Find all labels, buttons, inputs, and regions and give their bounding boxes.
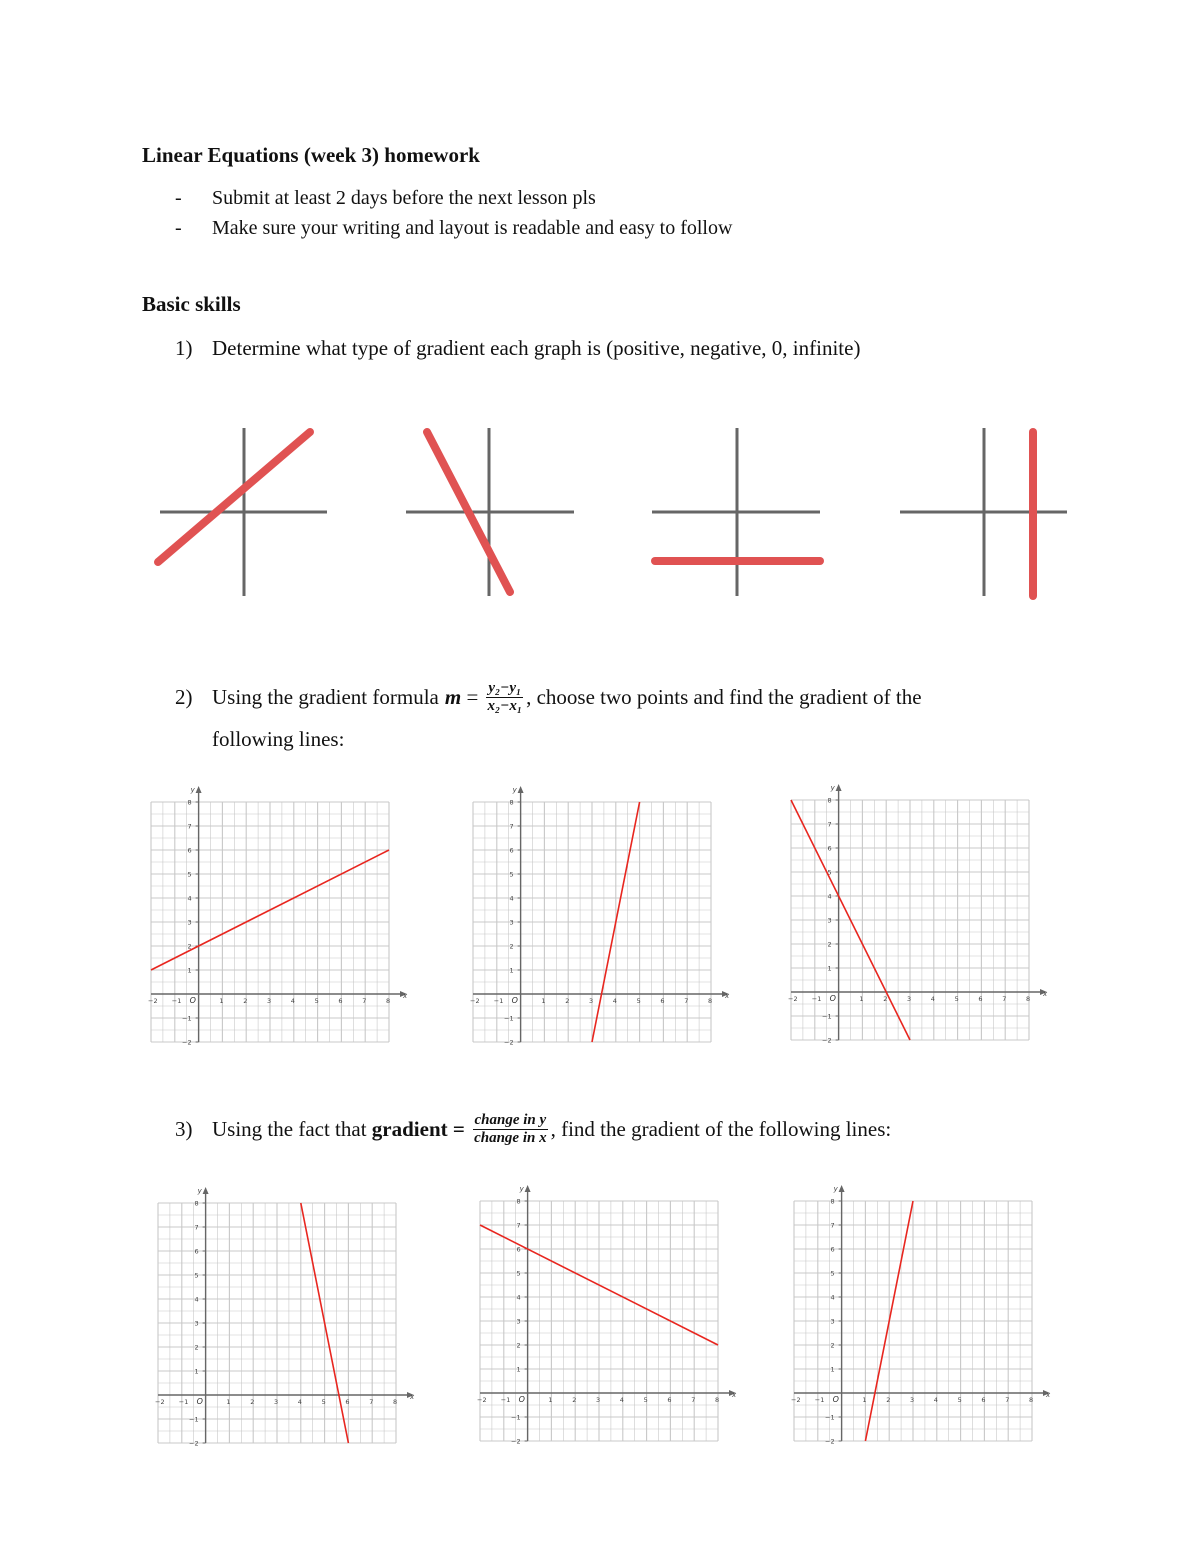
y-tick-label: 5: [509, 870, 514, 879]
y-tick-label: −2: [504, 1038, 514, 1047]
question-text-cont: , find the gradient of the following lines:: [550, 1117, 892, 1141]
y-tick-label: −1: [189, 1415, 199, 1424]
x-tick-label: 1: [548, 1396, 553, 1404]
question-1: [175, 336, 860, 361]
y-tick-label: 4: [509, 894, 514, 903]
y-tick-label: 6: [194, 1247, 199, 1256]
y-tick-label: 6: [187, 846, 192, 855]
y-axis-arrow: [196, 786, 202, 793]
x-tick-label: 6: [978, 995, 983, 1003]
x-axis-label: x: [1046, 1391, 1051, 1399]
x-tick-label: −1: [493, 997, 504, 1005]
formula-denominator: x₂−x₁: [487, 698, 523, 714]
x-tick-label: −1: [171, 997, 182, 1005]
question-number: 1): [175, 336, 193, 360]
y-tick-label: −2: [511, 1437, 521, 1446]
x-tick-label: 2: [250, 1398, 255, 1406]
x-tick-label: −2: [791, 1396, 801, 1404]
x-tick-label: 2: [243, 997, 248, 1005]
x-axis-label: x: [725, 992, 730, 1000]
x-tick-label: 7: [362, 997, 367, 1005]
y-tick-label: −1: [182, 1014, 192, 1023]
y-tick-label: −2: [825, 1437, 835, 1446]
x-tick-label: 6: [660, 997, 665, 1005]
y-tick-label: 5: [830, 1269, 835, 1278]
y-tick-label: 3: [830, 1317, 835, 1326]
x-tick-label: −1: [811, 995, 822, 1003]
y-tick-label: 8: [830, 1197, 835, 1206]
x-tick-label: 3: [589, 997, 594, 1005]
x-tick-label: 6: [338, 997, 343, 1005]
instruction-text: Submit at least 2 days before the next lesson pls: [212, 187, 596, 209]
x-tick-label: 7: [1005, 1396, 1010, 1404]
fraction-numerator: change in y: [474, 1112, 547, 1128]
y-tick-label: 7: [509, 822, 514, 831]
y-tick-label: 7: [187, 822, 192, 831]
x-tick-label: 3: [907, 995, 912, 1003]
x-tick-label: 5: [636, 997, 641, 1005]
y-tick-label: 3: [187, 918, 192, 927]
x-tick-label: −1: [178, 1398, 189, 1406]
y-tick-label: 4: [830, 1293, 835, 1302]
instruction-item: [175, 187, 596, 210]
y-tick-label: 3: [827, 916, 832, 925]
x-tick-label: 8: [715, 1396, 720, 1404]
y-tick-label: 4: [194, 1295, 199, 1304]
fraction-denominator: change in x: [474, 1130, 547, 1146]
x-tick-label: 1: [541, 997, 546, 1005]
bullet-dash: -: [175, 187, 182, 209]
sketch-line: [158, 432, 310, 562]
grid-chart-6: [786, 1181, 1051, 1451]
y-tick-label: 6: [509, 846, 514, 855]
x-tick-label: 5: [957, 1396, 962, 1404]
sketch-negative: [406, 428, 574, 596]
y-axis-arrow: [836, 784, 842, 791]
grid-chart-5: [472, 1181, 737, 1451]
x-tick-label: 8: [708, 997, 713, 1005]
x-tick-label: 2: [883, 995, 888, 1003]
gradient-fraction: [472, 1112, 549, 1147]
x-tick-label: −2: [788, 995, 798, 1003]
x-axis-label: x: [410, 1393, 415, 1401]
y-tick-label: 1: [187, 966, 192, 975]
origin-label: O: [511, 996, 518, 1005]
y-tick-label: 2: [187, 942, 192, 951]
x-tick-label: 6: [981, 1396, 986, 1404]
question-text-line2: following lines:: [212, 727, 345, 751]
origin-label: O: [832, 1395, 839, 1404]
x-tick-label: 3: [596, 1396, 601, 1404]
x-tick-label: 1: [219, 997, 224, 1005]
y-tick-label: −1: [511, 1413, 521, 1422]
y-tick-label: −1: [504, 1014, 514, 1023]
gradient-variable: m: [444, 685, 462, 709]
x-tick-label: 8: [1029, 1396, 1034, 1404]
y-tick-label: 1: [827, 964, 832, 973]
x-tick-label: 7: [369, 1398, 374, 1406]
y-tick-label: −1: [825, 1413, 835, 1422]
y-axis-label: y: [190, 786, 195, 794]
x-tick-label: 6: [345, 1398, 350, 1406]
x-tick-label: 8: [393, 1398, 398, 1406]
x-axis-label: x: [403, 992, 408, 1000]
x-tick-label: −2: [477, 1396, 487, 1404]
y-tick-label: 1: [516, 1365, 521, 1374]
y-tick-label: −2: [182, 1038, 192, 1047]
y-tick-label: 8: [194, 1199, 199, 1208]
y-axis-label: y: [833, 1185, 838, 1193]
x-tick-label: 5: [321, 1398, 326, 1406]
y-tick-label: 4: [187, 894, 192, 903]
x-tick-label: −1: [500, 1396, 511, 1404]
y-axis-arrow: [203, 1187, 209, 1194]
y-tick-label: 8: [516, 1197, 521, 1206]
x-tick-label: 1: [862, 1396, 867, 1404]
y-tick-label: 3: [194, 1319, 199, 1328]
y-tick-label: 5: [516, 1269, 521, 1278]
y-axis-label: y: [197, 1187, 202, 1195]
question-text: Using the gradient formula: [212, 685, 439, 709]
x-tick-label: 4: [933, 1396, 938, 1404]
x-tick-label: 2: [886, 1396, 891, 1404]
x-tick-label: 7: [691, 1396, 696, 1404]
question-text-cont: , choose two points and find the gradient of the: [526, 685, 922, 709]
question-2: [175, 680, 922, 715]
y-axis-label: y: [519, 1185, 524, 1193]
instruction-text: Make sure your writing and layout is readable and easy to follow: [212, 217, 733, 239]
y-tick-label: 8: [827, 796, 832, 805]
origin-label: O: [829, 994, 836, 1003]
y-tick-label: 7: [830, 1221, 835, 1230]
origin-label: O: [518, 1395, 525, 1404]
gradient-sketches: [150, 420, 1080, 605]
x-tick-label: 3: [910, 1396, 915, 1404]
x-tick-label: 7: [1002, 995, 1007, 1003]
bullet-dash: -: [175, 217, 182, 239]
y-tick-label: 4: [516, 1293, 521, 1302]
x-tick-label: 1: [226, 1398, 231, 1406]
y-tick-label: 1: [509, 966, 514, 975]
x-tick-label: 5: [954, 995, 959, 1003]
x-tick-label: −2: [155, 1398, 165, 1406]
grid-chart-3: [783, 780, 1048, 1050]
y-tick-label: 2: [516, 1341, 521, 1350]
instruction-item: [175, 217, 732, 240]
y-tick-label: 6: [516, 1245, 521, 1254]
x-tick-label: 4: [612, 997, 617, 1005]
x-tick-label: 1: [859, 995, 864, 1003]
gradient-formula: [486, 680, 525, 715]
formula-numerator: y₂−y₁: [488, 680, 522, 696]
sketch-positive: [158, 428, 327, 596]
page-title: Linear Equations (week 3) homework: [142, 143, 480, 167]
x-axis-label: x: [1043, 990, 1048, 998]
y-axis-arrow: [518, 786, 524, 793]
y-tick-label: −2: [822, 1036, 832, 1045]
question-number: 3): [175, 1117, 193, 1141]
y-tick-label: 5: [827, 868, 832, 877]
gradient-label: gradient =: [371, 1117, 471, 1141]
sketch-zero: [652, 428, 820, 596]
y-tick-label: 2: [827, 940, 832, 949]
y-axis-arrow: [525, 1185, 531, 1192]
x-tick-label: 4: [297, 1398, 302, 1406]
y-tick-label: 5: [187, 870, 192, 879]
y-axis-label: y: [512, 786, 517, 794]
y-tick-label: 4: [827, 892, 832, 901]
x-tick-label: 3: [267, 997, 272, 1005]
y-axis-arrow: [839, 1185, 845, 1192]
section-heading: Basic skills: [142, 292, 241, 316]
question-text: Determine what type of gradient each graph is (positive, negative, 0, infinite): [212, 336, 861, 360]
x-tick-label: 8: [1026, 995, 1031, 1003]
sketch-infinite: [900, 428, 1067, 596]
x-tick-label: 5: [643, 1396, 648, 1404]
y-tick-label: 6: [827, 844, 832, 853]
y-tick-label: 6: [830, 1245, 835, 1254]
y-tick-label: 3: [516, 1317, 521, 1326]
y-tick-label: 2: [509, 942, 514, 951]
y-tick-label: 7: [194, 1223, 199, 1232]
equals-sign: =: [461, 685, 484, 709]
x-tick-label: −1: [814, 1396, 825, 1404]
y-axis-label: y: [830, 784, 835, 792]
y-tick-label: −1: [822, 1012, 832, 1021]
y-tick-label: 3: [509, 918, 514, 927]
origin-label: O: [189, 996, 196, 1005]
x-tick-label: 2: [565, 997, 570, 1005]
x-axis-label: x: [732, 1391, 737, 1399]
x-tick-label: 7: [684, 997, 689, 1005]
x-tick-label: 8: [386, 997, 391, 1005]
y-tick-label: 2: [194, 1343, 199, 1352]
y-tick-label: 5: [194, 1271, 199, 1280]
x-tick-label: 2: [572, 1396, 577, 1404]
grid-chart-1: [143, 782, 408, 1052]
question-number: 2): [175, 685, 193, 709]
x-tick-label: 3: [274, 1398, 279, 1406]
y-tick-label: 8: [509, 798, 514, 807]
y-tick-label: 7: [516, 1221, 521, 1230]
y-tick-label: 7: [827, 820, 832, 829]
x-tick-label: 4: [619, 1396, 624, 1404]
x-tick-label: −2: [470, 997, 480, 1005]
y-tick-label: 1: [830, 1365, 835, 1374]
grid-chart-4: [150, 1183, 415, 1453]
x-tick-label: 4: [290, 997, 295, 1005]
y-tick-label: 2: [830, 1341, 835, 1350]
y-tick-label: 1: [194, 1367, 199, 1376]
x-tick-label: −2: [148, 997, 158, 1005]
grid-chart-2: [465, 782, 730, 1052]
x-tick-label: 5: [314, 997, 319, 1005]
origin-label: O: [196, 1397, 203, 1406]
question-3: [175, 1112, 891, 1147]
y-tick-label: −2: [189, 1439, 199, 1448]
question-text: Using the fact that: [212, 1117, 372, 1141]
y-tick-label: 8: [187, 798, 192, 807]
x-tick-label: 4: [930, 995, 935, 1003]
x-tick-label: 6: [667, 1396, 672, 1404]
